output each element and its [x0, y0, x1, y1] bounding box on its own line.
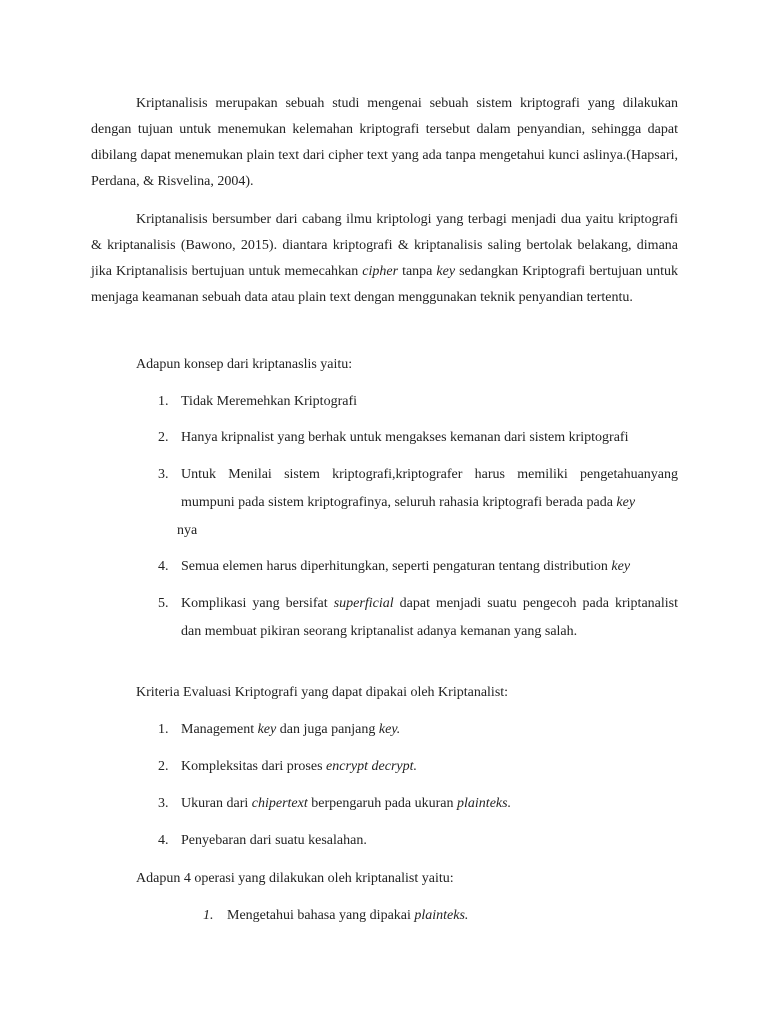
paragraph-kriptanalisis-origin	[91, 207, 678, 311]
list-item-text-part: nya	[177, 523, 198, 538]
list-number: 4.	[158, 833, 169, 848]
list-number: 1.	[203, 908, 214, 923]
paragraph-text: Kriptanalisis bersumber dari cabang ilmu kriptologi yang terbagi menjadi dua yaitu kriptografi & kriptanalisis (Bawono, 2015). diantara kriptografi & kriptanalisis saling bertolak belakang, dimana jika Kriptanalisis bertujuan untuk memecahkan	[91, 212, 678, 279]
list-item-text: Tidak Meremehkan Kriptografi	[181, 394, 357, 409]
list-item-text-part: Semua elemen harus diperhitungkan, seperti pengaturan tentang distribution	[181, 559, 612, 574]
list-item-text-part: Untuk Menilai sistem kriptografi,kriptografer harus memiliki pengetahuanyang mumpuni pada sistem kriptografinya, seluruh rahasia kriptografi berada pada	[181, 467, 678, 510]
list-number: 2.	[158, 430, 169, 445]
emphasis-plainteks: plainteks.	[457, 796, 512, 811]
list-item-text	[181, 757, 417, 777]
list-item-text-part: dan juga panjang	[276, 722, 379, 737]
list-item-text-part: Kompleksitas dari proses	[181, 759, 327, 774]
list-item-text-part: Mengetahui bahasa yang dipakai	[227, 908, 415, 923]
list-item-text	[181, 720, 400, 740]
list-number: 2.	[158, 759, 169, 774]
list-item-text: Penyebaran dari suatu kesalahan.	[181, 833, 367, 848]
list-number: 3.	[158, 796, 169, 811]
paragraph-kriptanalisis-definition	[91, 91, 678, 195]
list-item-text: Hanya kripnalist yang berhak untuk mengakses kemanan dari sistem kriptografi	[181, 430, 629, 445]
list-item-text	[181, 557, 630, 577]
list-item-text	[181, 590, 678, 646]
emphasis-chipertext: chipertext	[251, 796, 308, 811]
emphasis-key: key	[616, 495, 636, 510]
list-number: 1.	[158, 394, 169, 409]
list-item-text-part: berpengaruh pada ukuran	[307, 796, 458, 811]
list-number: 5.	[158, 596, 169, 611]
list-number: 4.	[158, 559, 169, 574]
konsep-intro: Adapun konsep dari kriptanaslis yaitu:	[136, 357, 353, 372]
list-item-text-part: Management	[181, 722, 258, 737]
list-item-text-part: Komplikasi yang bersifat	[181, 596, 334, 611]
emphasis-key: key.	[378, 722, 401, 737]
operasi-intro: Adapun 4 operasi yang dilakukan oleh kriptanalist yaitu:	[136, 871, 454, 886]
list-number: 3.	[158, 467, 169, 482]
emphasis-key: key	[257, 722, 277, 737]
list-item-text	[227, 906, 468, 926]
emphasis-superficial: superficial	[333, 596, 394, 611]
emphasis-encrypt-decrypt: encrypt decrypt.	[326, 759, 417, 774]
list-item-text-part: dapat menjadi suatu pengecoh pada kriptanalist dan membuat pikiran seorang kriptanalist adanya kemanan yang salah.	[181, 596, 678, 639]
paragraph-text: Kriptanalisis merupakan sebuah studi mengenai sebuah sistem kriptografi yang dilakukan dengan tujuan untuk menemukan kelemahan kriptografi tersebut dalam penyandian, sehingga dapat dibilang dapat menemukan plain text dari cipher text yang ada tanpa mengetahui kunci aslinya.(Hapsari, Perdana, & Risvelina, 2004).	[91, 96, 678, 189]
emphasis-key: key	[436, 264, 456, 279]
paragraph-text: sedangkan Kriptografi bertujuan untuk menjaga keamanan sebuah data atau plain text dengan menggunakan teknik penyandian tertentu.	[91, 264, 679, 305]
list-item-text	[181, 794, 511, 814]
emphasis-plainteks: plainteks.	[414, 908, 469, 923]
emphasis-cipher: cipher	[362, 264, 399, 279]
paragraph-text: tanpa	[398, 264, 437, 279]
list-item-text-part: Ukuran dari	[181, 796, 252, 811]
emphasis-key: key	[611, 559, 631, 574]
list-item-text	[177, 461, 678, 545]
list-number: 1.	[158, 722, 169, 737]
kriteria-intro: Kriteria Evaluasi Kriptografi yang dapat dipakai oleh Kriptanalist:	[136, 685, 509, 700]
